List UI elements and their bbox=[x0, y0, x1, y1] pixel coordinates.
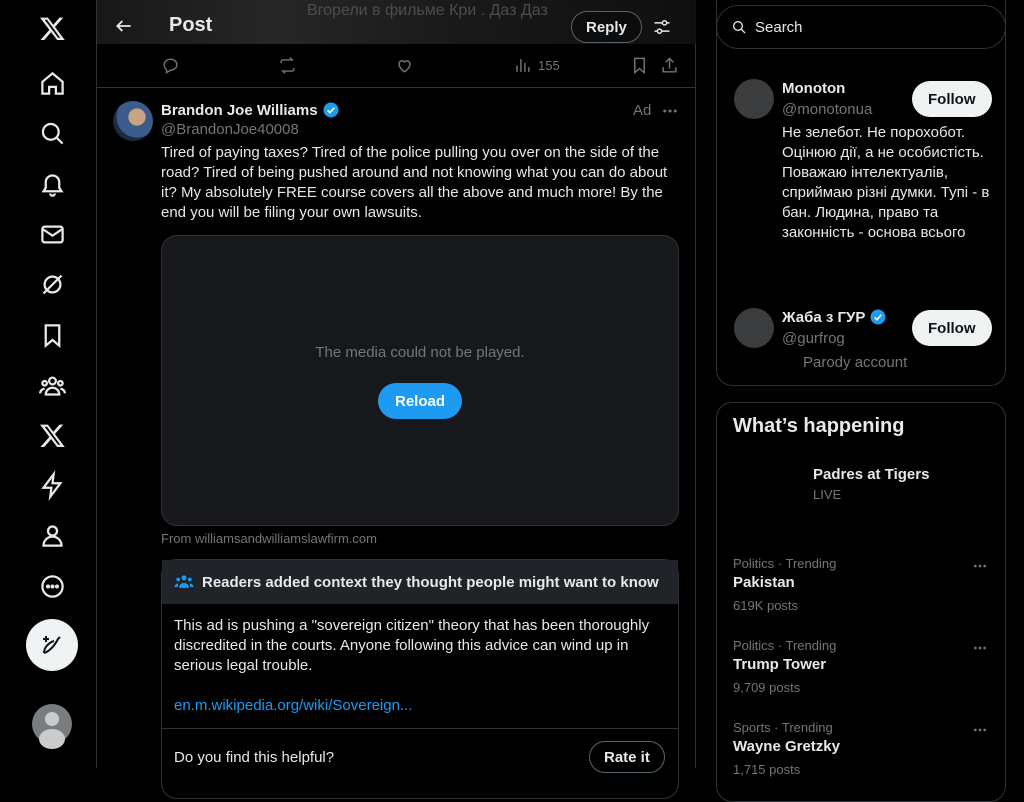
compose-post-button[interactable] bbox=[26, 619, 78, 671]
views-action[interactable] bbox=[513, 56, 560, 75]
media-error-message: The media could not be played. bbox=[315, 344, 525, 361]
share-action[interactable] bbox=[660, 56, 679, 75]
bookmarks-icon[interactable] bbox=[26, 313, 78, 357]
account-handle[interactable]: @gurfrog bbox=[782, 330, 845, 347]
trend-more-button[interactable] bbox=[969, 638, 991, 658]
account-avatar-gurfrog[interactable] bbox=[734, 308, 774, 348]
trend-category: Politics · Trending bbox=[733, 638, 837, 653]
reply-settings-button[interactable] bbox=[649, 14, 675, 40]
trend-count: 619K posts bbox=[733, 598, 799, 613]
heart-icon bbox=[395, 56, 414, 75]
reload-button[interactable]: Reload bbox=[378, 383, 462, 419]
explore-icon[interactable] bbox=[26, 111, 78, 155]
trend-count: 9,709 posts bbox=[733, 680, 801, 695]
follow-button-monoton[interactable]: Follow bbox=[912, 81, 992, 117]
share-icon bbox=[660, 56, 679, 75]
search-bar[interactable] bbox=[716, 5, 1006, 49]
previous-post-actions bbox=[97, 52, 696, 88]
verified-orgs-icon[interactable] bbox=[26, 463, 78, 507]
trend-name: Trump Tower bbox=[733, 656, 827, 673]
like-action[interactable] bbox=[395, 56, 414, 75]
trend-name: Wayne Gretzky bbox=[733, 738, 840, 755]
trend-more-button[interactable] bbox=[969, 720, 991, 740]
helpful-question: Do you find this helpful? bbox=[174, 749, 335, 766]
account-name: Жаба з ГУР bbox=[782, 308, 866, 326]
search-icon bbox=[731, 19, 747, 35]
right-sidebar bbox=[716, 0, 1006, 777]
grok-icon[interactable] bbox=[26, 262, 78, 306]
account-avatar[interactable] bbox=[32, 704, 72, 744]
repost-action[interactable] bbox=[278, 56, 297, 75]
whats-happening-panel bbox=[716, 402, 1006, 802]
account-name-gurfrog[interactable] bbox=[782, 308, 887, 326]
trend-item[interactable] bbox=[717, 638, 1007, 718]
parody-label: Parody account bbox=[803, 354, 908, 371]
whats-happening-title: What’s happening bbox=[733, 415, 905, 437]
previous-post-title: Вгорели в фильме Кри . Даз Даз bbox=[307, 2, 548, 19]
community-note-footer bbox=[162, 728, 678, 788]
live-event-title[interactable]: Padres at Tigers bbox=[813, 466, 930, 483]
verified-badge-icon bbox=[322, 101, 340, 119]
trend-item[interactable] bbox=[717, 556, 1007, 636]
messages-icon[interactable] bbox=[26, 212, 78, 256]
trend-category: Politics · Trending bbox=[733, 556, 837, 571]
views-icon bbox=[513, 56, 532, 75]
x-logo-icon[interactable] bbox=[26, 6, 78, 50]
notifications-icon[interactable] bbox=[26, 162, 78, 206]
rate-it-button[interactable]: Rate it bbox=[589, 741, 665, 773]
compose-icon bbox=[40, 633, 64, 657]
post-text: Tired of paying taxes? Tired of the police pulling you over on the side of the road? Tired of being pushed around and not knowing what you can do about it? My absolutely FREE course covers all the above and much more! By the end you will be filing your own lawsuits. bbox=[161, 144, 668, 221]
profile-icon[interactable] bbox=[26, 513, 78, 557]
community-note-header bbox=[162, 560, 678, 604]
search-input[interactable] bbox=[755, 19, 975, 36]
author-handle[interactable]: @BrandonJoe40008 bbox=[161, 121, 299, 138]
more-dots-icon bbox=[661, 102, 679, 120]
ad-post bbox=[97, 89, 696, 768]
trend-item[interactable] bbox=[717, 720, 1007, 800]
ad-label: Ad bbox=[633, 102, 652, 119]
live-event-status: LIVE bbox=[813, 487, 842, 502]
author-avatar[interactable] bbox=[113, 101, 153, 141]
community-note-heading: Readers added context they thought people might want to know bbox=[202, 573, 659, 591]
author-name-text: Brandon Joe Williams bbox=[161, 101, 318, 119]
communities-icon[interactable] bbox=[26, 363, 78, 407]
community-note-link[interactable]: en.m.wikipedia.org/wiki/Sovereign... bbox=[174, 697, 413, 714]
sliders-icon bbox=[652, 17, 672, 37]
more-dots-icon bbox=[972, 640, 988, 656]
repost-icon bbox=[278, 56, 297, 75]
account-handle[interactable]: @monotonua bbox=[782, 101, 873, 118]
left-nav bbox=[0, 0, 97, 768]
more-dots-icon bbox=[972, 722, 988, 738]
page-title: Post bbox=[169, 14, 213, 36]
reply-action[interactable] bbox=[161, 56, 180, 75]
trend-more-button[interactable] bbox=[969, 556, 991, 576]
back-button[interactable] bbox=[107, 9, 141, 43]
bookmark-action[interactable] bbox=[630, 56, 649, 75]
reply-button[interactable]: Reply bbox=[571, 11, 642, 43]
people-icon bbox=[174, 572, 194, 592]
community-note bbox=[161, 559, 679, 799]
trend-category: Sports · Trending bbox=[733, 720, 833, 735]
post-more-button[interactable] bbox=[659, 101, 681, 121]
post-header bbox=[97, 0, 696, 53]
reply-icon bbox=[161, 56, 180, 75]
follow-button-gurfrog[interactable]: Follow bbox=[912, 310, 992, 346]
trend-name: Pakistan bbox=[733, 574, 795, 591]
community-note-body bbox=[162, 604, 678, 716]
premium-icon[interactable] bbox=[26, 413, 78, 457]
ad-source-link[interactable]: From williamsandwilliamslawfirm.com bbox=[161, 531, 377, 546]
who-to-follow-panel bbox=[716, 0, 1006, 386]
account-avatar-monoton[interactable] bbox=[734, 79, 774, 119]
media-player[interactable] bbox=[161, 235, 679, 526]
more-icon[interactable] bbox=[26, 564, 78, 608]
views-count: 155 bbox=[538, 58, 560, 73]
author-name[interactable] bbox=[161, 101, 340, 119]
more-dots-icon bbox=[972, 558, 988, 574]
main-column bbox=[97, 0, 696, 768]
community-note-text: This ad is pushing a "sovereign citizen" theory that has been thoroughly discredited in the courts. Anyone following this advice can wind up in serious legal trouble. bbox=[174, 617, 650, 674]
account-bio: Не зелебот. Не порохобот. Оцінюю дії, а не особистість. Поважаю інтелектуалів, сприймаю різні думки. Тупі - в бан. Людина, право та законність - основа всього bbox=[782, 124, 990, 241]
home-icon[interactable] bbox=[26, 61, 78, 105]
bookmark-icon bbox=[630, 56, 649, 75]
account-name[interactable]: Monoton bbox=[782, 80, 846, 97]
trend-count: 1,715 posts bbox=[733, 762, 801, 777]
back-arrow-icon bbox=[114, 16, 134, 36]
verified-badge-icon bbox=[869, 308, 887, 326]
